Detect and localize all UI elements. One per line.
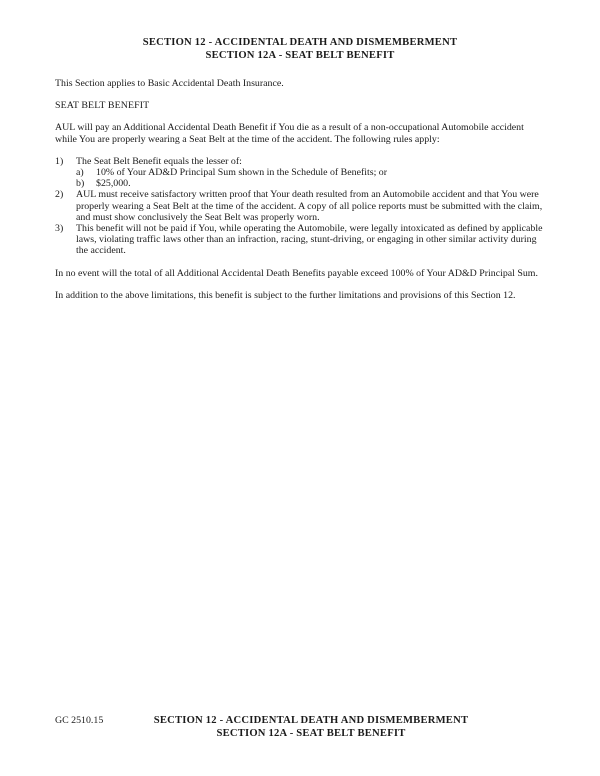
footer-title-line-1: SECTION 12 - ACCIDENTAL DEATH AND DISMEMBERMENT (153, 715, 469, 726)
sublist-item-text: 10% of Your AD&D Principal Sum shown in the Schedule of Benefits; or (96, 167, 388, 179)
closing-paragraph: In addition to the above limitations, this benefit is subject to the further limitations and provisions of this Section 12. (55, 289, 516, 301)
list-item-text: AUL must receive satisfactory written proof that Your death resulted from an Automobile accident and that You were properly wearing a Seat Belt at the time of the accident. A copy of all police reports must be submitted with the claim, and must show conclusively the Seat Belt was properly worn. (76, 189, 543, 223)
rules-sublist-item (76, 178, 547, 189)
intro-paragraph: This Section applies to Basic Accidental Death Insurance. (55, 78, 284, 89)
footer-title-line-2: SECTION 12A - SEAT BELT BENEFIT (216, 728, 406, 740)
rules-list-item (55, 223, 547, 257)
footer-title (0, 714, 600, 740)
sublist-marker: a) (76, 167, 84, 179)
header-title-line-2: SECTION 12A - SEAT BELT BENEFIT (205, 50, 395, 62)
lead-paragraph: AUL will pay an Additional Accidental Death Benefit if You die as a result of a non-occupational Automobile accident while You are properly wearing a Seat Belt at the time of the accident. The following rules apply: (55, 122, 524, 145)
section-subheading: SEAT BELT BENEFIT (55, 100, 150, 112)
list-item-text: The Seat Belt Benefit equals the lesser of: (76, 155, 242, 167)
footer-form-number: GC 2510.15 (55, 715, 104, 726)
rules-sublist (76, 167, 547, 189)
document-body (55, 78, 547, 312)
page-footer (0, 714, 600, 742)
list-marker: 1) (55, 155, 64, 167)
rules-list (55, 156, 547, 257)
list-item-text: This benefit will not be paid if You, while operating the Automobile, were legally intoxicated as defined by applicable laws, violating traffic laws other than an infraction, racing, stunt-driving, or engaging in other similar activity during the accident. (76, 223, 543, 257)
header-title-line-1: SECTION 12 - ACCIDENTAL DEATH AND DISMEMBERMENT (142, 37, 458, 48)
limit-paragraph: In no event will the total of all Additional Accidental Death Benefits payable exceed 100% of Your AD&D Principal Sum. (55, 267, 538, 279)
rules-list-item (55, 156, 547, 190)
sublist-marker: b) (76, 178, 85, 190)
list-marker: 2) (55, 189, 64, 201)
sublist-item-text: $25,000. (96, 178, 131, 190)
rules-list-item (55, 189, 547, 223)
page-header (0, 36, 600, 62)
list-marker: 3) (55, 223, 64, 235)
rules-sublist-item (76, 167, 547, 178)
